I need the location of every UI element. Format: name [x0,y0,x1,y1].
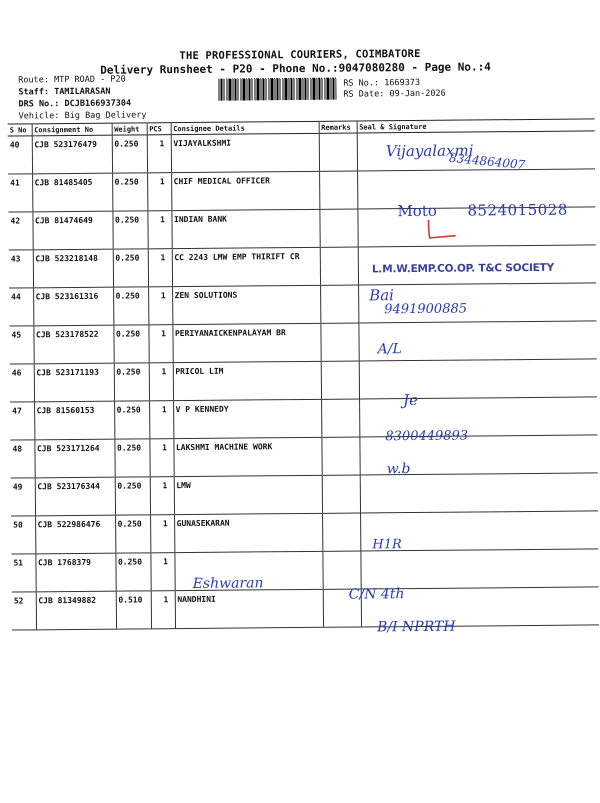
row-consignee: CHIF MEDICAL OFFICER [171,171,319,210]
table-row [10,359,597,402]
row-pcs: 1 [149,439,173,477]
row-consignee: LMW [174,475,322,514]
row-consignee: V P KENNEDY [173,399,321,438]
row-consignee: VIJAYALKSHMI [171,133,319,172]
signature-scribble: Moto [397,201,437,221]
handwritten-phone-3: 9491900885 [384,301,468,318]
row-remarks [322,475,360,513]
row-pcs: 1 [149,363,173,401]
row-consignment: CJB 523178522 [33,325,113,364]
handwritten-note-2: B/I NPRTH [376,618,456,636]
table-row [11,511,598,554]
row-weight: 0.250 [114,439,149,477]
row-weight: 0.250 [115,515,150,553]
society-stamp: L.M.W.EMP.CO.OP. T&C SOCIETY [371,261,555,276]
delivery-table [8,118,599,630]
row-sno: 46 [10,364,34,402]
row-weight: 0.250 [113,287,148,325]
row-consignee: LAKSHMI MACHINE WORK [173,437,321,476]
row-remarks [321,437,359,475]
row-weight: 0.250 [113,249,148,287]
row-consignee: INDIAN BANK [171,209,319,248]
row-consignment: CJB 1768379 [35,553,115,592]
row-pcs: 1 [148,287,172,325]
row-remarks [320,323,358,361]
red-ink-mark [419,218,457,240]
row-sno: 43 [9,250,33,288]
company-title: THE PROFESSIONAL COURIERS, COIMBATORE [179,47,421,63]
table-row [9,321,596,364]
row-remarks [321,361,359,399]
row-weight: 0.250 [114,401,149,439]
row-pcs: 1 [150,553,174,591]
row-sno: 44 [9,288,33,326]
row-weight: 0.250 [113,325,148,363]
row-pcs: 1 [147,211,171,249]
signature-scribble: Bai [369,286,394,305]
row-consignee: NANDHINI [175,589,323,628]
drs-number: DRS No.: DCJB166937304 [18,98,132,110]
handwritten-phone-4: 8300449893 [385,428,469,445]
handwritten-name: Eshwaran [192,575,264,592]
row-consignee: PERIYANAICKENPALAYAM BR [172,323,320,362]
signature-scribble: H1R [372,537,402,553]
col-consignment: Consignment No [32,123,112,136]
signature-scribble: A/L [377,341,402,358]
row-consignee: ZEN SOLUTIONS [172,285,320,324]
row-pcs: 1 [150,515,174,553]
signature-scribble: w.b [386,461,411,478]
table-row [10,435,597,478]
handwritten-phone-2: 8524015028 [467,200,568,220]
row-remarks [322,551,360,589]
row-consignee: GUNASEKARAN [174,513,322,552]
row-sno: 41 [8,174,32,212]
runsheet-subtitle: Delivery Runsheet - P20 - Phone No.:9047080280 - Page No.:4 [100,60,491,77]
col-seal-signature: Seal & Signature [357,119,595,133]
row-pcs: 1 [148,249,172,287]
row-pcs: 1 [147,173,171,211]
row-consignment: CJB 523161316 [33,287,113,326]
row-sno: 48 [10,440,34,478]
row-consignment: CJB 522986476 [35,515,115,554]
row-pcs: 1 [147,135,171,173]
table-row [10,397,597,440]
row-consignment: CJB 523218148 [33,249,113,288]
row-consignment: CJB 523176344 [35,477,115,516]
row-consignee: PRICOL LIM [173,361,321,400]
rs-number: RS No.: 1669373 [343,77,421,89]
row-pcs: 1 [150,477,174,515]
table-row [11,473,598,516]
row-sno: 40 [8,136,32,174]
row-consignment: CJB 81474649 [32,211,112,250]
col-consignee: Consignee Details [171,121,319,134]
table-row [11,549,598,592]
handwritten-note: C/N 4th [348,586,405,603]
row-consignment: CJB 523171193 [34,363,114,402]
row-consignment: CJB 523176479 [32,135,112,174]
row-consignment: CJB 81485405 [32,173,112,212]
row-weight: 0.510 [116,591,151,629]
row-remarks [321,399,359,437]
row-sno: 50 [11,516,35,554]
row-consignment: CJB 523171264 [34,439,114,478]
table-row [12,587,599,630]
row-sno: 47 [10,402,34,440]
rs-date: RS Date: 09-Jan-2026 [343,88,446,100]
row-pcs: 1 [151,591,175,629]
table-row [9,283,596,326]
row-sno: 49 [11,478,35,516]
row-remarks [320,247,358,285]
row-pcs: 1 [148,325,172,363]
route-label: Route: MTP ROAD - P20 [18,74,126,86]
barcode [218,78,336,101]
signature-scribble: Je [402,390,419,410]
row-remarks [319,133,357,171]
row-consignment: CJB 81349882 [36,591,116,630]
row-sno: 52 [12,592,36,630]
row-sno: 51 [11,554,35,592]
row-weight: 0.250 [112,173,147,211]
row-remarks [322,513,360,551]
row-signature [360,473,598,513]
row-weight: 0.250 [112,211,147,249]
row-consignee: CC 2243 LMW EMP THIRIFT CR [172,247,320,286]
col-sno: S No [8,124,32,136]
row-consignment: CJB 81560153 [34,401,114,440]
row-signature [360,549,598,589]
row-remarks [319,171,357,209]
col-weight: Weight [112,123,147,135]
row-weight: 0.250 [114,363,149,401]
staff-label: Staff: TAMILARASAN [18,86,111,98]
vehicle-label: Vehicle: Big Bag Delivery [18,110,147,122]
row-remarks [320,285,358,323]
row-sno: 42 [8,212,32,250]
handwritten-phone-1: 8344864007 [448,150,526,172]
row-weight: 0.250 [112,135,147,173]
row-pcs: 1 [149,401,173,439]
col-pcs: PCS [147,123,171,135]
col-remarks: Remarks [319,121,357,133]
row-sno: 45 [9,326,33,364]
row-signature [359,359,597,399]
row-weight: 0.250 [115,477,150,515]
row-weight: 0.250 [115,553,150,591]
signature-scribble: Vijayalaxmi [385,141,474,161]
row-remarks [319,209,357,247]
